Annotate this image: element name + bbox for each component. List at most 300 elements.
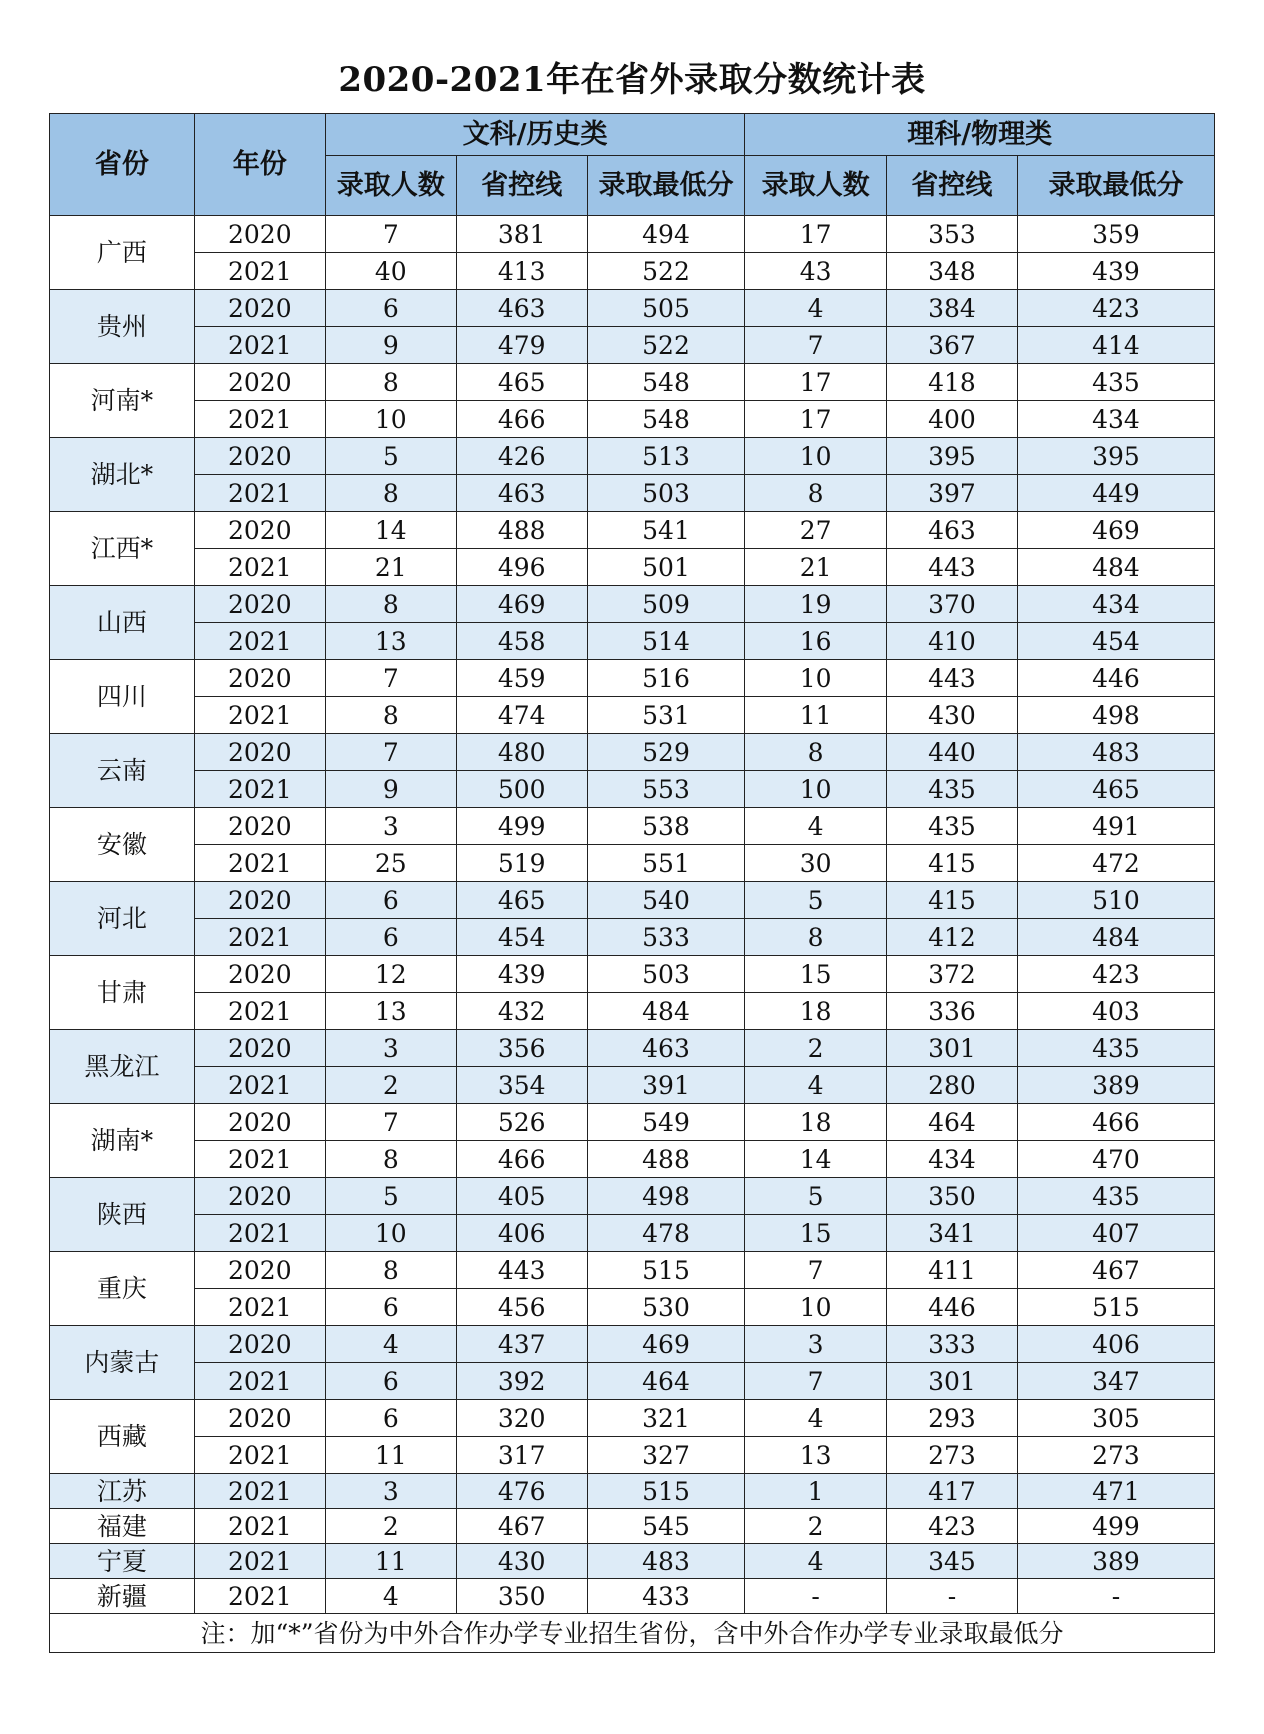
wenke-count-cell: 5: [325, 438, 456, 475]
wenke-count-cell: 11: [325, 1437, 456, 1474]
like-control-line-cell: 435: [886, 771, 1017, 808]
wenke-count-cell: 8: [325, 586, 456, 623]
wenke-min-score-cell: 469: [587, 1326, 745, 1363]
like-count-cell: 2: [745, 1030, 887, 1067]
like-min-score-cell: 498: [1017, 697, 1214, 734]
year-cell: 2021: [194, 1067, 325, 1104]
wenke-min-score-cell: 533: [587, 919, 745, 956]
table-row: [50, 438, 1215, 475]
year-cell: 2021: [194, 623, 325, 660]
year-cell: 2020: [194, 1178, 325, 1215]
table-row: [50, 290, 1215, 327]
province-cell: 陕西: [50, 1178, 195, 1252]
province-cell: 湖北*: [50, 438, 195, 512]
wenke-count-cell: 3: [325, 1474, 456, 1509]
like-count-cell: 2: [745, 1509, 887, 1544]
like-min-score-cell: 434: [1017, 401, 1214, 438]
like-count-cell: 16: [745, 623, 887, 660]
table-row: [50, 364, 1215, 401]
table-row: [50, 1215, 1215, 1252]
wenke-control-line-cell: 479: [456, 327, 587, 364]
wenke-count-cell: 25: [325, 845, 456, 882]
like-control-line-cell: 345: [886, 1544, 1017, 1579]
province-cell: 河北: [50, 882, 195, 956]
like-min-score-cell: 484: [1017, 549, 1214, 586]
wenke-min-score-cell: 503: [587, 475, 745, 512]
table-row: [50, 882, 1215, 919]
table-row: [50, 475, 1215, 512]
table-title: 2020-2021年在省外录取分数统计表: [338, 60, 926, 100]
wenke-min-score-cell: 327: [587, 1437, 745, 1474]
like-count-cell: 4: [745, 1400, 887, 1437]
like-min-score-cell: 423: [1017, 290, 1214, 327]
like-control-line-cell: 412: [886, 919, 1017, 956]
wenke-control-line-cell: 439: [456, 956, 587, 993]
wenke-count-cell: 14: [325, 512, 456, 549]
table-row: [50, 1400, 1215, 1437]
like-control-line-cell: 430: [886, 697, 1017, 734]
table-row: [50, 1289, 1215, 1326]
wenke-control-line-cell: 320: [456, 1400, 587, 1437]
like-count-cell: 14: [745, 1141, 887, 1178]
wenke-min-score-cell: 548: [587, 401, 745, 438]
wenke-control-line-cell: 392: [456, 1363, 587, 1400]
wenke-control-line-cell: 463: [456, 290, 587, 327]
like-count-cell: 8: [745, 475, 887, 512]
like-min-score-cell: 499: [1017, 1509, 1214, 1544]
like-control-line-cell: 443: [886, 660, 1017, 697]
province-cell: 云南: [50, 734, 195, 808]
like-control-line-cell: 417: [886, 1474, 1017, 1509]
like-control-line-cell: 301: [886, 1363, 1017, 1400]
wenke-control-line-cell: 456: [456, 1289, 587, 1326]
wenke-count-cell: 21: [325, 549, 456, 586]
like-control-line-cell: 443: [886, 549, 1017, 586]
wenke-control-line-cell: 426: [456, 438, 587, 475]
like-min-score-cell: 466: [1017, 1104, 1214, 1141]
wenke-control-line-cell: 350: [456, 1579, 587, 1614]
wenke-control-line-cell: 354: [456, 1067, 587, 1104]
year-cell: 2020: [194, 1326, 325, 1363]
table-row: [50, 771, 1215, 808]
wenke-control-line-cell: 469: [456, 586, 587, 623]
table-row: [50, 1437, 1215, 1474]
wenke-min-score-cell: 529: [587, 734, 745, 771]
table-row: [50, 845, 1215, 882]
like-min-score-cell: 406: [1017, 1326, 1214, 1363]
wenke-control-line-cell: 496: [456, 549, 587, 586]
like-count-cell: 3: [745, 1326, 887, 1363]
province-cell: 黑龙江: [50, 1030, 195, 1104]
like-control-line-cell: 415: [886, 882, 1017, 919]
header-like-count: 录取人数: [745, 156, 887, 216]
wenke-control-line-cell: 488: [456, 512, 587, 549]
like-min-score-cell: 471: [1017, 1474, 1214, 1509]
wenke-count-cell: 4: [325, 1326, 456, 1363]
like-control-line-cell: 350: [886, 1178, 1017, 1215]
wenke-min-score-cell: 553: [587, 771, 745, 808]
like-count-cell: 10: [745, 660, 887, 697]
like-control-line-cell: 395: [886, 438, 1017, 475]
wenke-min-score-cell: 549: [587, 1104, 745, 1141]
wenke-control-line-cell: 526: [456, 1104, 587, 1141]
table-row: [50, 734, 1215, 771]
wenke-count-cell: 11: [325, 1544, 456, 1579]
like-count-cell: 10: [745, 771, 887, 808]
province-cell: 甘肃: [50, 956, 195, 1030]
like-min-score-cell: 439: [1017, 253, 1214, 290]
like-count-cell: 21: [745, 549, 887, 586]
like-control-line-cell: -: [886, 1579, 1017, 1614]
like-count-cell: 8: [745, 919, 887, 956]
wenke-count-cell: 9: [325, 771, 456, 808]
wenke-min-score-cell: 484: [587, 993, 745, 1030]
like-min-score-cell: 347: [1017, 1363, 1214, 1400]
province-cell: 重庆: [50, 1252, 195, 1326]
province-cell: 山西: [50, 586, 195, 660]
table-row: [50, 1067, 1215, 1104]
wenke-count-cell: 6: [325, 919, 456, 956]
year-cell: 2021: [194, 475, 325, 512]
wenke-control-line-cell: 465: [456, 882, 587, 919]
like-control-line-cell: 336: [886, 993, 1017, 1030]
like-control-line-cell: 446: [886, 1289, 1017, 1326]
wenke-control-line-cell: 413: [456, 253, 587, 290]
wenke-min-score-cell: 321: [587, 1400, 745, 1437]
wenke-min-score-cell: 464: [587, 1363, 745, 1400]
like-count-cell: 7: [745, 327, 887, 364]
wenke-control-line-cell: 476: [456, 1474, 587, 1509]
table-row: [50, 253, 1215, 290]
province-cell: 贵州: [50, 290, 195, 364]
year-cell: 2021: [194, 1474, 325, 1509]
year-cell: 2021: [194, 253, 325, 290]
year-cell: 2020: [194, 438, 325, 475]
like-control-line-cell: 273: [886, 1437, 1017, 1474]
year-cell: 2020: [194, 586, 325, 623]
wenke-min-score-cell: 540: [587, 882, 745, 919]
like-control-line-cell: 341: [886, 1215, 1017, 1252]
wenke-control-line-cell: 406: [456, 1215, 587, 1252]
wenke-min-score-cell: 509: [587, 586, 745, 623]
wenke-count-cell: 3: [325, 808, 456, 845]
table-row: [50, 919, 1215, 956]
wenke-control-line-cell: 500: [456, 771, 587, 808]
year-cell: 2021: [194, 845, 325, 882]
like-min-score-cell: 414: [1017, 327, 1214, 364]
wenke-control-line-cell: 405: [456, 1178, 587, 1215]
wenke-count-cell: 13: [325, 993, 456, 1030]
like-count-cell: 4: [745, 290, 887, 327]
header-year: 年份: [194, 114, 325, 216]
table-row: [50, 1544, 1215, 1579]
table-row: [50, 660, 1215, 697]
table-body: [50, 216, 1215, 1614]
header-group-wenke: 文科/历史类: [325, 114, 745, 156]
province-cell: 湖南*: [50, 1104, 195, 1178]
province-cell: 宁夏: [50, 1544, 195, 1579]
like-min-score-cell: 359: [1017, 216, 1214, 253]
wenke-min-score-cell: 503: [587, 956, 745, 993]
wenke-min-score-cell: 551: [587, 845, 745, 882]
wenke-count-cell: 40: [325, 253, 456, 290]
wenke-min-score-cell: 478: [587, 1215, 745, 1252]
like-min-score-cell: 465: [1017, 771, 1214, 808]
year-cell: 2021: [194, 549, 325, 586]
province-cell: 河南*: [50, 364, 195, 438]
wenke-count-cell: 12: [325, 956, 456, 993]
year-cell: 2020: [194, 956, 325, 993]
province-cell: 江苏: [50, 1474, 195, 1509]
province-cell: 江西*: [50, 512, 195, 586]
wenke-min-score-cell: 433: [587, 1579, 745, 1614]
year-cell: 2021: [194, 1363, 325, 1400]
wenke-min-score-cell: 501: [587, 549, 745, 586]
wenke-control-line-cell: 480: [456, 734, 587, 771]
like-control-line-cell: 367: [886, 327, 1017, 364]
table-row: [50, 808, 1215, 845]
year-cell: 2021: [194, 919, 325, 956]
like-count-cell: 5: [745, 1178, 887, 1215]
like-min-score-cell: 467: [1017, 1252, 1214, 1289]
header-wenke-min-score: 录取最低分: [587, 156, 745, 216]
province-cell: 四川: [50, 660, 195, 734]
like-count-cell: 7: [745, 1252, 887, 1289]
like-min-score-cell: 273: [1017, 1437, 1214, 1474]
wenke-min-score-cell: 494: [587, 216, 745, 253]
wenke-count-cell: 6: [325, 882, 456, 919]
wenke-min-score-cell: 463: [587, 1030, 745, 1067]
wenke-count-cell: 7: [325, 1104, 456, 1141]
like-min-score-cell: 469: [1017, 512, 1214, 549]
year-cell: 2021: [194, 771, 325, 808]
header-province: 省份: [50, 114, 195, 216]
like-min-score-cell: 484: [1017, 919, 1214, 956]
wenke-min-score-cell: 515: [587, 1474, 745, 1509]
like-count-cell: 1: [745, 1474, 887, 1509]
wenke-min-score-cell: 545: [587, 1509, 745, 1544]
like-min-score-cell: 434: [1017, 586, 1214, 623]
province-cell: 福建: [50, 1509, 195, 1544]
province-cell: 安徽: [50, 808, 195, 882]
wenke-control-line-cell: 465: [456, 364, 587, 401]
wenke-control-line-cell: 467: [456, 1509, 587, 1544]
wenke-min-score-cell: 488: [587, 1141, 745, 1178]
like-control-line-cell: 372: [886, 956, 1017, 993]
wenke-control-line-cell: 466: [456, 401, 587, 438]
year-cell: 2020: [194, 1400, 325, 1437]
like-count-cell: 17: [745, 216, 887, 253]
like-min-score-cell: 446: [1017, 660, 1214, 697]
like-count-cell: 13: [745, 1437, 887, 1474]
like-min-score-cell: 435: [1017, 364, 1214, 401]
year-cell: 2021: [194, 1544, 325, 1579]
wenke-min-score-cell: 483: [587, 1544, 745, 1579]
table-row: [50, 586, 1215, 623]
like-min-score-cell: 470: [1017, 1141, 1214, 1178]
wenke-min-score-cell: 531: [587, 697, 745, 734]
year-cell: 2020: [194, 216, 325, 253]
wenke-control-line-cell: 466: [456, 1141, 587, 1178]
header-group-like: 理科/物理类: [745, 114, 1215, 156]
like-count-cell: 17: [745, 401, 887, 438]
wenke-min-score-cell: 530: [587, 1289, 745, 1326]
like-control-line-cell: 333: [886, 1326, 1017, 1363]
like-control-line-cell: 293: [886, 1400, 1017, 1437]
wenke-min-score-cell: 538: [587, 808, 745, 845]
wenke-control-line-cell: 458: [456, 623, 587, 660]
like-control-line-cell: 463: [886, 512, 1017, 549]
like-count-cell: 10: [745, 438, 887, 475]
table-row: [50, 512, 1215, 549]
wenke-count-cell: 8: [325, 475, 456, 512]
wenke-control-line-cell: 463: [456, 475, 587, 512]
year-cell: 2020: [194, 1030, 325, 1067]
like-control-line-cell: 423: [886, 1509, 1017, 1544]
wenke-min-score-cell: 514: [587, 623, 745, 660]
like-count-cell: 15: [745, 1215, 887, 1252]
like-count-cell: 17: [745, 364, 887, 401]
year-cell: 2020: [194, 882, 325, 919]
like-count-cell: 30: [745, 845, 887, 882]
year-cell: 2020: [194, 364, 325, 401]
wenke-count-cell: 10: [325, 401, 456, 438]
year-cell: 2021: [194, 1509, 325, 1544]
like-count-cell: -: [745, 1579, 887, 1614]
table-row: [50, 623, 1215, 660]
year-cell: 2021: [194, 327, 325, 364]
like-min-score-cell: 395: [1017, 438, 1214, 475]
like-min-score-cell: 389: [1017, 1544, 1214, 1579]
table-row: [50, 216, 1215, 253]
like-control-line-cell: 353: [886, 216, 1017, 253]
table-row: [50, 993, 1215, 1030]
table-row: [50, 1178, 1215, 1215]
year-cell: 2020: [194, 290, 325, 327]
like-min-score-cell: 454: [1017, 623, 1214, 660]
province-cell: 西藏: [50, 1400, 195, 1474]
year-cell: 2021: [194, 1141, 325, 1178]
like-control-line-cell: 434: [886, 1141, 1017, 1178]
like-control-line-cell: 397: [886, 475, 1017, 512]
year-cell: 2020: [194, 1104, 325, 1141]
year-cell: 2020: [194, 660, 325, 697]
province-cell: 广西: [50, 216, 195, 290]
like-min-score-cell: 305: [1017, 1400, 1214, 1437]
wenke-count-cell: 5: [325, 1178, 456, 1215]
like-count-cell: 4: [745, 1067, 887, 1104]
wenke-min-score-cell: 522: [587, 327, 745, 364]
like-count-cell: 4: [745, 808, 887, 845]
year-cell: 2021: [194, 1437, 325, 1474]
table-row: [50, 1509, 1215, 1544]
wenke-count-cell: 9: [325, 327, 456, 364]
like-count-cell: 15: [745, 956, 887, 993]
like-min-score-cell: 435: [1017, 1030, 1214, 1067]
like-min-score-cell: 389: [1017, 1067, 1214, 1104]
like-control-line-cell: 435: [886, 808, 1017, 845]
like-count-cell: 18: [745, 1104, 887, 1141]
like-min-score-cell: 435: [1017, 1178, 1214, 1215]
wenke-count-cell: 8: [325, 1141, 456, 1178]
table-row: [50, 1104, 1215, 1141]
table-row: [50, 549, 1215, 586]
like-control-line-cell: 370: [886, 586, 1017, 623]
table-row: [50, 956, 1215, 993]
wenke-control-line-cell: 356: [456, 1030, 587, 1067]
table-row: [50, 1326, 1215, 1363]
like-min-score-cell: 407: [1017, 1215, 1214, 1252]
like-min-score-cell: 515: [1017, 1289, 1214, 1326]
wenke-control-line-cell: 443: [456, 1252, 587, 1289]
like-control-line-cell: 411: [886, 1252, 1017, 1289]
wenke-count-cell: 2: [325, 1509, 456, 1544]
like-min-score-cell: 483: [1017, 734, 1214, 771]
like-control-line-cell: 410: [886, 623, 1017, 660]
year-cell: 2020: [194, 512, 325, 549]
wenke-count-cell: 13: [325, 623, 456, 660]
like-count-cell: 8: [745, 734, 887, 771]
like-min-score-cell: 423: [1017, 956, 1214, 993]
like-control-line-cell: 415: [886, 845, 1017, 882]
like-count-cell: 4: [745, 1544, 887, 1579]
like-count-cell: 7: [745, 1363, 887, 1400]
wenke-control-line-cell: 430: [456, 1544, 587, 1579]
wenke-control-line-cell: 459: [456, 660, 587, 697]
like-control-line-cell: 348: [886, 253, 1017, 290]
like-min-score-cell: 472: [1017, 845, 1214, 882]
wenke-count-cell: 7: [325, 734, 456, 771]
table-row: [50, 1474, 1215, 1509]
wenke-count-cell: 10: [325, 1215, 456, 1252]
header-like-control-line: 省控线: [886, 156, 1017, 216]
province-cell: 内蒙古: [50, 1326, 195, 1400]
wenke-count-cell: 3: [325, 1030, 456, 1067]
footnote: 注：加“*”省份为中外合作办学专业招生省份，含中外合作办学专业录取最低分: [50, 1614, 1215, 1653]
year-cell: 2021: [194, 401, 325, 438]
wenke-count-cell: 6: [325, 290, 456, 327]
wenke-count-cell: 8: [325, 364, 456, 401]
wenke-count-cell: 7: [325, 216, 456, 253]
wenke-min-score-cell: 548: [587, 364, 745, 401]
like-min-score-cell: -: [1017, 1579, 1214, 1614]
year-cell: 2020: [194, 1252, 325, 1289]
year-cell: 2021: [194, 1289, 325, 1326]
table-row: [50, 1579, 1215, 1614]
header-like-min-score: 录取最低分: [1017, 156, 1214, 216]
like-control-line-cell: 280: [886, 1067, 1017, 1104]
wenke-count-cell: 8: [325, 697, 456, 734]
wenke-control-line-cell: 437: [456, 1326, 587, 1363]
table-row: [50, 1141, 1215, 1178]
like-control-line-cell: 464: [886, 1104, 1017, 1141]
like-count-cell: 27: [745, 512, 887, 549]
wenke-control-line-cell: 317: [456, 1437, 587, 1474]
wenke-count-cell: 2: [325, 1067, 456, 1104]
header-wenke-count: 录取人数: [325, 156, 456, 216]
year-cell: 2021: [194, 1215, 325, 1252]
wenke-min-score-cell: 505: [587, 290, 745, 327]
header-wenke-control-line: 省控线: [456, 156, 587, 216]
wenke-min-score-cell: 513: [587, 438, 745, 475]
like-count-cell: 43: [745, 253, 887, 290]
wenke-count-cell: 6: [325, 1289, 456, 1326]
like-count-cell: 19: [745, 586, 887, 623]
wenke-min-score-cell: 515: [587, 1252, 745, 1289]
like-count-cell: 5: [745, 882, 887, 919]
like-min-score-cell: 491: [1017, 808, 1214, 845]
wenke-control-line-cell: 432: [456, 993, 587, 1030]
